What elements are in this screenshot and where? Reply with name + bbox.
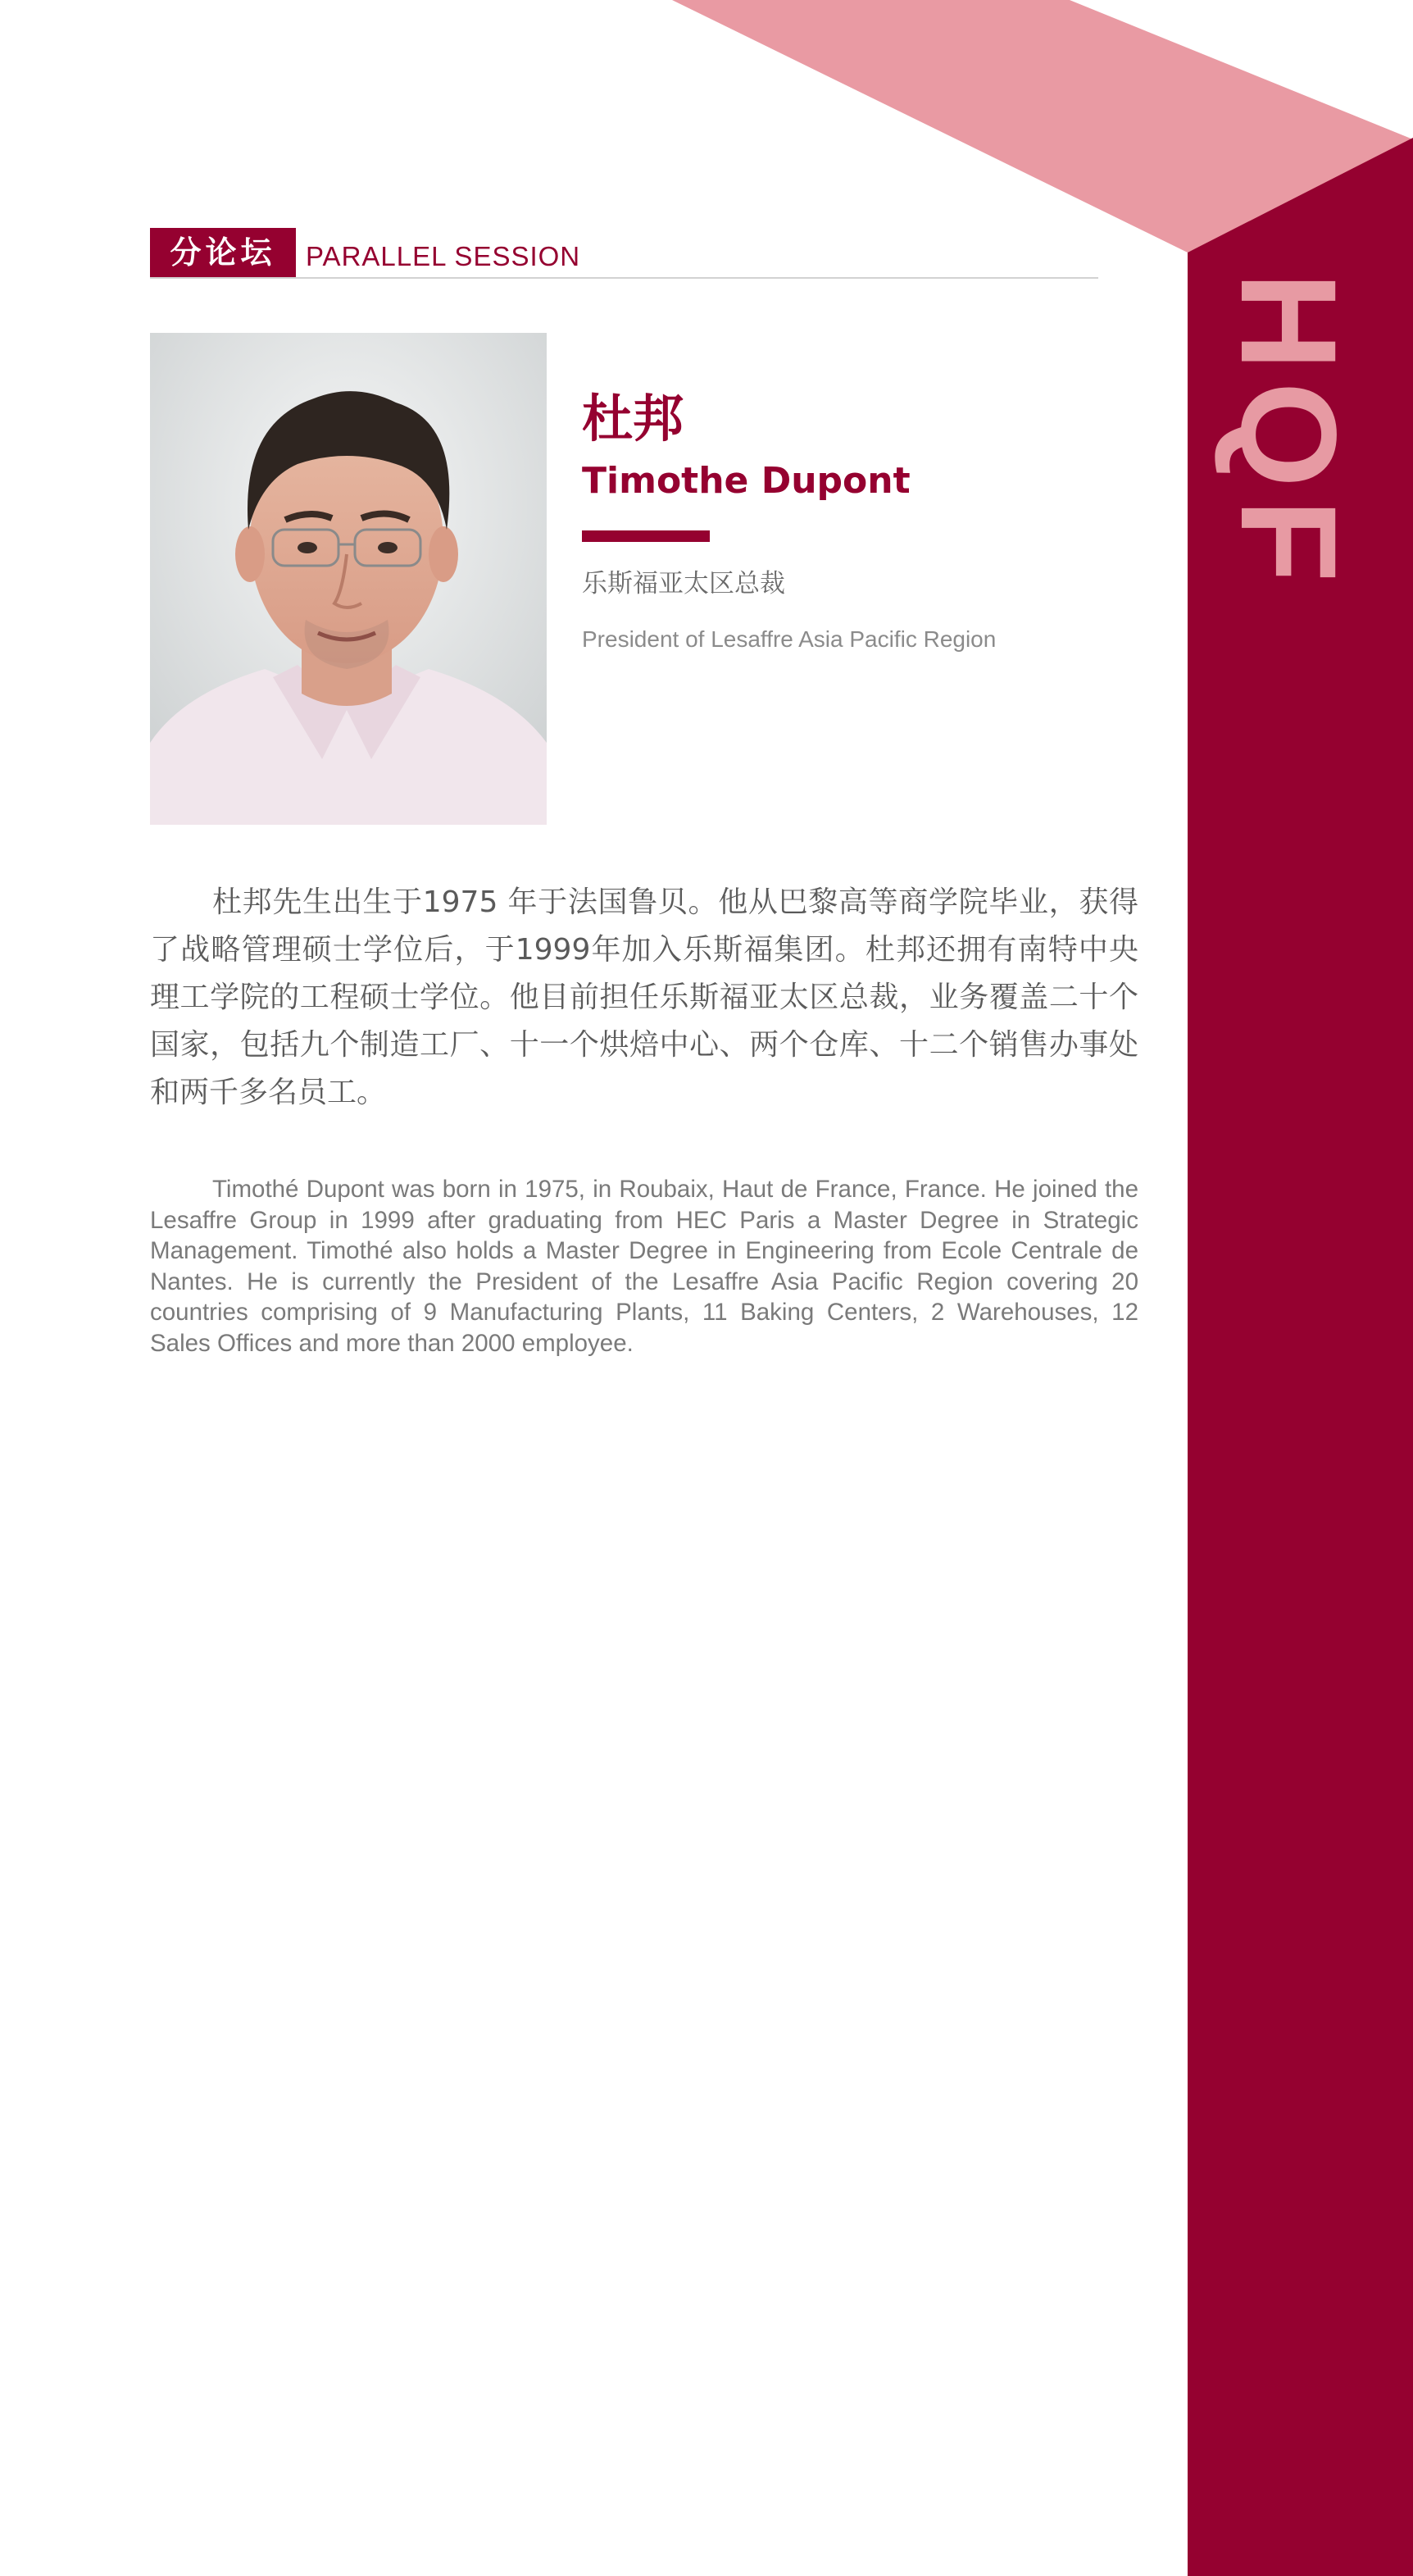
- biography-en: Timothé Dupont was born in 1975, in Roubaix, Haut de France, France. He joined the Lesaffre Group in 1999 after graduating from HEC Paris a Master Degree in Strategic Management. Timothé also holds a Master Degree in Engineering from Ecole Centrale de Nantes. He is currently the President of the Lesaffre Asia Pacific Region covering 20 countries comprising of 9 Manufacturing Plants, 11 Baking Centers, 2 Warehouses, 12 Sales Offices and more than 2000 employee.: [150, 1176, 1138, 1357]
- session-badge: 分论坛: [150, 228, 296, 277]
- speaker-name-en: Timothe Dupont: [582, 460, 911, 502]
- biography-cn: 杜邦先生出生于1975 年于法国鲁贝。他从巴黎高等商学院毕业，获得了战略管理硕士学位后，于1999年加入乐斯福集团。杜邦还拥有南特中央理工学院的工程硕士学位。他目前担任乐斯福亚太区总裁，业务覆盖二十个国家，包括九个制造工厂、十一个烘焙中心、两个仓库、十二个销售办事处和两千多名员工。: [150, 885, 1138, 1109]
- session-header: [150, 228, 1098, 279]
- speaker-photo: [150, 333, 547, 825]
- name-underline-divider: [582, 530, 710, 542]
- speaker-title-cn: 乐斯福亚太区总裁: [582, 569, 785, 598]
- session-label: PARALLEL SESSION: [306, 241, 581, 271]
- brand-logo-text: HQF: [1212, 271, 1364, 594]
- speaker-name-cn: 杜邦: [582, 389, 684, 448]
- speaker-title-en: President of Lesaffre Asia Pacific Region: [582, 626, 997, 652]
